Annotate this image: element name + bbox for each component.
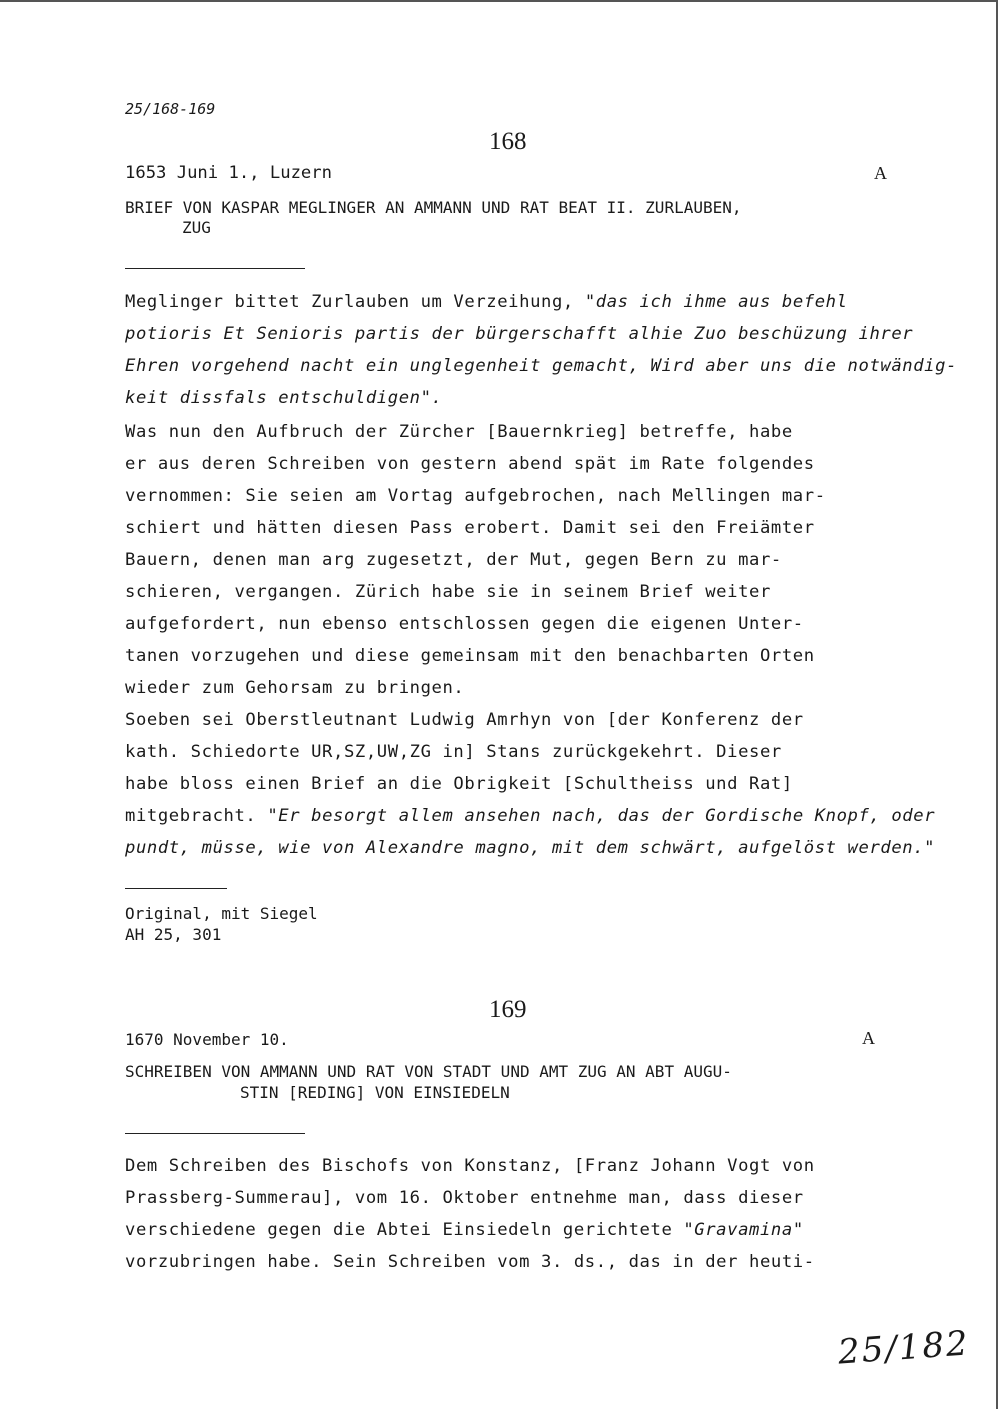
separator-rule bbox=[125, 268, 305, 269]
doc-168-number: 168 bbox=[489, 128, 527, 155]
quote-text: "Gravamina" bbox=[683, 1220, 804, 1240]
body-line: schiert und hätten diesen Pass erobert. Damit sei den Freiämter bbox=[125, 518, 815, 538]
doc-168-title-line: BRIEF VON KASPAR MEGLINGER AN AMMANN UND RAT BEAT II. ZURLAUBEN, bbox=[125, 198, 742, 217]
body-text: verschiedene gegen die Abtei Einsiedeln gerichtete bbox=[125, 1220, 684, 1240]
body-line: er aus deren Schreiben von gestern abend spät im Rate folgendes bbox=[125, 454, 815, 474]
separator-rule bbox=[125, 888, 227, 889]
body-line bbox=[125, 1220, 804, 1240]
separator-rule bbox=[125, 1133, 305, 1134]
handwritten-page-reference: 25/182 bbox=[836, 1323, 971, 1373]
doc-168-title-line: ZUG bbox=[182, 218, 211, 237]
doc-169-number: 169 bbox=[489, 996, 527, 1023]
doc-169-date: 1670 November 10. bbox=[125, 1030, 289, 1049]
body-text: mitgebracht. bbox=[125, 806, 268, 826]
body-line: Bauern, denen man arg zugesetzt, der Mut, gegen Bern zu mar- bbox=[125, 550, 782, 570]
body-line: Was nun den Aufbruch der Zürcher [Bauernkrieg] betreffe, habe bbox=[125, 422, 793, 442]
quote-line: Ehren vorgehend nacht ein unglegenheit gemacht, Wird aber uns die notwändig- bbox=[125, 356, 958, 376]
quote-text: "Er besorgt allem ansehen nach, das der Gordische Knopf, oder bbox=[267, 806, 936, 826]
body-line: aufgefordert, nun ebenso entschlossen gegen die eigenen Unter- bbox=[125, 614, 804, 634]
body-line bbox=[125, 292, 848, 312]
body-line: kath. Schiedorte UR,SZ,UW,ZG in] Stans zurückgekehrt. Dieser bbox=[125, 742, 782, 762]
doc-168-date-place: 1653 Juni 1., Luzern bbox=[125, 163, 332, 183]
body-line: Prassberg-Summerau], vom 16. Oktober entnehme man, dass dieser bbox=[125, 1188, 804, 1208]
quote-line: potioris Et Senioris partis der bürgerschafft alhie Zuo beschüzung ihrer bbox=[125, 324, 914, 344]
body-line: Dem Schreiben des Bischofs von Konstanz, [Franz Johann Vogt von bbox=[125, 1156, 815, 1176]
doc-169-letter: A bbox=[862, 1028, 875, 1048]
doc-168-letter: A bbox=[874, 163, 887, 183]
doc-168-source: Original, mit Siegel bbox=[125, 904, 318, 923]
body-line: tanen vorzugehen und diese gemeinsam mit den benachbarten Orten bbox=[125, 646, 815, 666]
page-reference: 25/168-169 bbox=[125, 100, 216, 118]
quote-line: keit dissfals entschuldigen". bbox=[125, 388, 443, 408]
body-line: habe bloss einen Brief an die Obrigkeit [Schultheiss und Rat] bbox=[125, 774, 793, 794]
body-line: Soeben sei Oberstleutnant Ludwig Amrhyn von [der Konferenz der bbox=[125, 710, 804, 730]
quote-line: pundt, müsse, wie von Alexandre magno, mit dem schwärt, aufgelöst werden." bbox=[125, 838, 936, 858]
body-text: Meglinger bittet Zurlauben um Verzeihung, bbox=[125, 292, 585, 312]
doc-168-archive-ref: AH 25, 301 bbox=[125, 925, 222, 944]
body-line: vorzubringen habe. Sein Schreiben vom 3. ds., das in der heuti- bbox=[125, 1252, 815, 1272]
body-line bbox=[125, 806, 935, 826]
body-line: vernommen: Sie seien am Vortag aufgebrochen, nach Mellingen mar- bbox=[125, 486, 826, 506]
doc-169-title-line: SCHREIBEN VON AMMANN UND RAT VON STADT UND AMT ZUG AN ABT AUGU- bbox=[125, 1062, 732, 1081]
body-line: schieren, vergangen. Zürich habe sie in seinem Brief weiter bbox=[125, 582, 771, 602]
quote-text: "das ich ihme aus befehl bbox=[584, 292, 848, 312]
doc-169-title-line: STIN [REDING] VON EINSIEDELN bbox=[240, 1083, 510, 1102]
body-line: wieder zum Gehorsam zu bringen. bbox=[125, 678, 465, 698]
